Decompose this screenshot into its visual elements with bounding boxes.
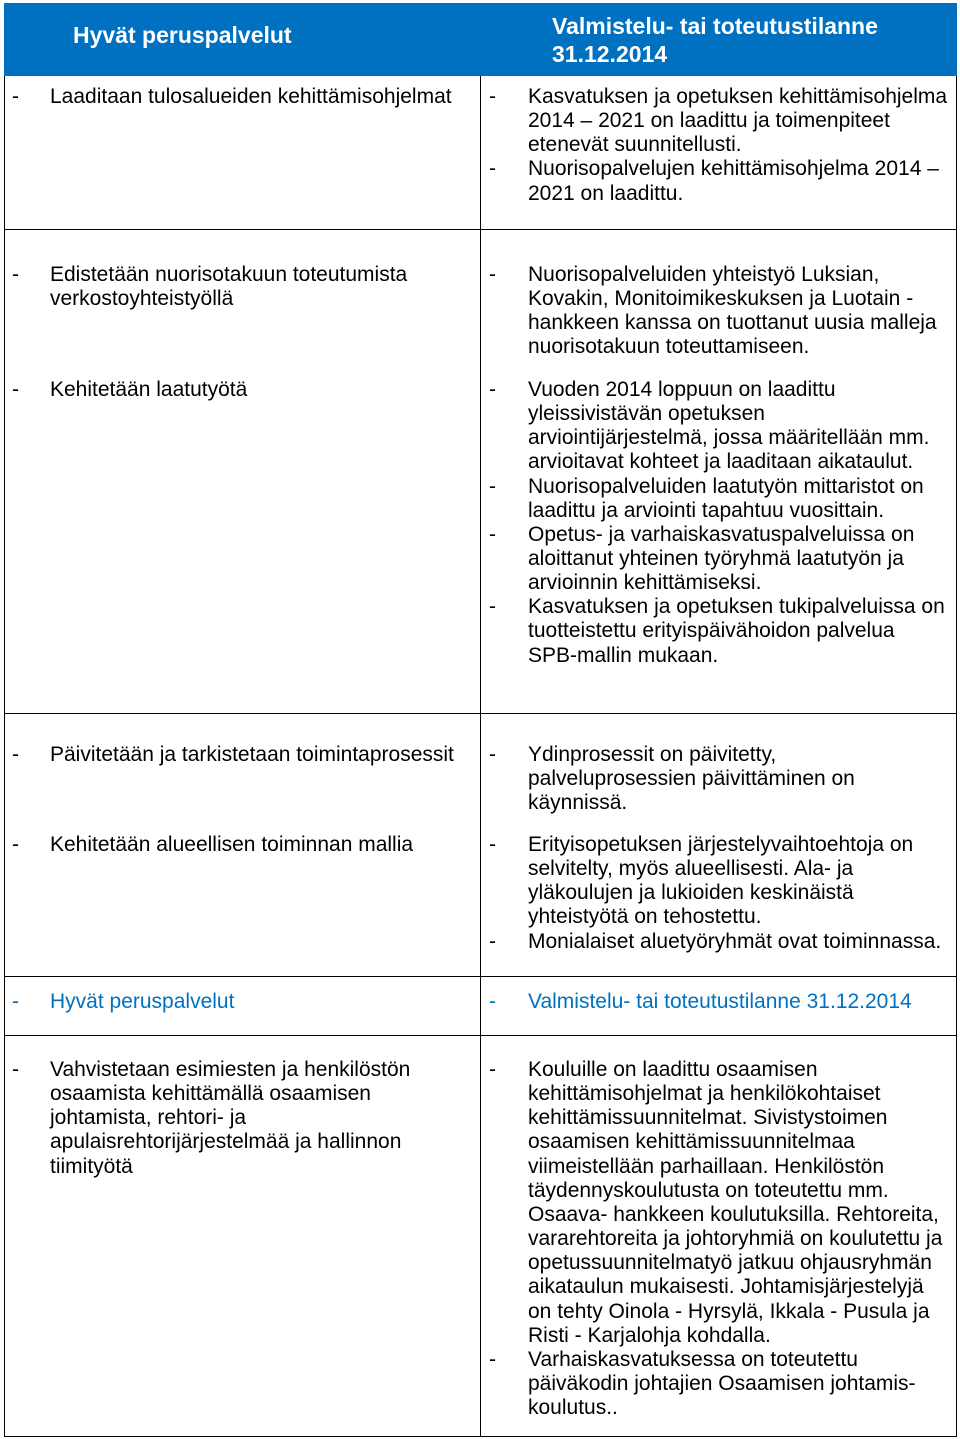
bullet-dash: - — [12, 85, 19, 108]
status-text: Erityisopetuksen järjestelyvaihtoehtoja on selvitelty, myös alueellisesti. Ala- ja yläkoulujen ja lukioiden keskinäistä yhteistyötä on tehostettu. — [528, 832, 914, 929]
status-text: Kouluille on laadittu osaamisen kehittämisohjelmat ja henkilökohtaiset kehittämissuunnitelmat. Sivistystoimen osaamisen kehittämissuunnitelmaa viimeistellään parhaillaan. Henkilöstön täydennyskoulutusta on toteutettu mm. Osaava- hankkeen koulutuksilla. Rehtoreita, vararehtoreita ja johtoryhmiä on koulutettu ja opetussuunnitelmatyö jatkuu ohjausryhmän aikataulun mukaisesti. Johtamisjärjestelyjä on tehty Oinola - Hyrsylä, Ikkala - Pusula ja Risti - Karjalohja kohdalla. — [528, 1058, 943, 1347]
bullet-dash: - — [489, 263, 496, 286]
status-cell — [480, 743, 956, 815]
goal-item — [12, 743, 480, 767]
status-item — [489, 930, 956, 954]
bullet-dash: - — [12, 263, 19, 286]
bullet-dash: - — [489, 474, 496, 498]
status-item — [489, 157, 956, 205]
subheading-status-title: Valmistelu- tai toteutustilanne 31.12.2014 — [528, 990, 912, 1013]
status-text: Opetus- ja varhaiskasvatuspalveluissa on aloittanut yhteinen työryhmä laatutyön ja arvioinnin kehittämiseksi. — [528, 522, 915, 595]
goal-text: Edistetään nuorisotakuun toteutumista verkostoyhteistyöllä — [50, 263, 408, 311]
status-item — [489, 378, 956, 475]
status-item — [489, 833, 956, 930]
bullet-dash: - — [489, 1058, 496, 1081]
row-group — [5, 990, 956, 1014]
status-text: Varhaiskasvatuksessa on toteutettu päiväkodin johtajien Osaamisen johtamis- koulutus.. — [528, 1347, 916, 1420]
status-cell — [480, 990, 956, 1014]
goal-text: Kehitetään laatutyötä — [50, 377, 248, 401]
bullet-dash: - — [12, 990, 19, 1013]
status-item — [489, 523, 956, 595]
status-item — [489, 475, 956, 523]
row-group — [5, 833, 956, 954]
goal-item — [12, 378, 480, 402]
bullet-dash: - — [489, 522, 496, 546]
table-header — [4, 3, 957, 76]
status-cell — [480, 378, 956, 668]
status-text: Nuorisopalveluiden yhteistyö Luksian, Kovakin, Monitoimikeskuksen ja Luotain - hankkeen kanssa on tuottanut uusia malleja nuorisotakuun toteuttamiseen. — [528, 263, 937, 359]
status-text: Kasvatuksen ja opetuksen kehittämisohjelma 2014 – 2021 on laadittu ja toimenpiteet etenevät suunnitellusti. — [528, 85, 948, 157]
bullet-dash: - — [12, 1058, 19, 1081]
table-row — [4, 230, 957, 714]
status-text: Kasvatuksen ja opetuksen tukipalveluissa on tuotteistettu erityispäivähoidon palvelua SPB-mallin mukaan. — [528, 595, 945, 667]
status-text: Monialaiset aluetyöryhmät ovat toiminnassa. — [528, 929, 942, 953]
status-text: Vuoden 2014 loppuun on laadittu yleissivistävän opetuksen arviointijärjestelmä, jossa määritellään mm. arvioitavat kohteet ja laaditaan aikataulut. — [528, 377, 930, 474]
table-row — [4, 1036, 957, 1437]
goal-item — [12, 990, 480, 1014]
bullet-dash: - — [489, 832, 496, 856]
status-cell — [480, 85, 956, 206]
status-cell — [480, 1058, 956, 1420]
status-item — [489, 990, 956, 1014]
status-item — [489, 1058, 956, 1348]
goal-item — [12, 263, 480, 311]
status-item — [489, 1348, 956, 1420]
status-cell — [480, 833, 956, 954]
bullet-dash: - — [489, 85, 496, 108]
table-row — [4, 76, 957, 230]
goal-text: Päivitetään ja tarkistetaan toimintaprosessit — [50, 743, 454, 766]
goal-item — [12, 1058, 480, 1179]
subheading-goals-title: Hyvät peruspalvelut — [50, 990, 235, 1013]
status-text: Ydinprosessit on päivitetty, palveluprosessien päivittäminen on käynnissä. — [528, 743, 855, 815]
status-text: Nuorisopalvelujen kehittämisohjelma 2014 – 2021 on laadittu. — [528, 157, 939, 205]
bullet-dash: - — [489, 157, 496, 181]
goal-item — [12, 85, 480, 109]
goal-cell — [5, 990, 480, 1014]
header-status-title: Valmistelu- tai toteutustilanne 31.12.2014 — [552, 13, 878, 67]
bullet-dash: - — [12, 743, 19, 766]
bullet-dash: - — [489, 743, 496, 766]
goal-cell — [5, 833, 480, 954]
goal-item — [12, 833, 480, 857]
bullet-dash: - — [12, 377, 19, 401]
bullet-dash: - — [489, 595, 496, 619]
table-subheading-row — [4, 977, 957, 1036]
goal-cell — [5, 743, 480, 815]
bullet-dash: - — [12, 832, 19, 856]
row-group — [5, 85, 956, 206]
status-cell — [480, 263, 956, 360]
bullet-dash: - — [489, 1347, 496, 1371]
row-group — [5, 378, 956, 668]
row-group — [5, 743, 956, 815]
goal-cell — [5, 263, 480, 360]
goal-cell — [5, 1058, 480, 1420]
row-group — [5, 1058, 956, 1420]
bullet-dash: - — [489, 990, 496, 1013]
bullet-dash: - — [489, 377, 496, 401]
status-item — [489, 85, 956, 157]
status-item — [489, 595, 956, 667]
bullet-dash: - — [489, 929, 496, 953]
goal-text: Vahvistetaan esimiesten ja henkilöstön osaamista kehittämällä osaamisen johtamista, rehtori- ja apulaisrehtorijärjestelmää ja hallinnon tiimityötä — [50, 1058, 411, 1178]
goal-cell — [5, 378, 480, 668]
goal-text: Kehitetään alueellisen toiminnan mallia — [50, 832, 414, 856]
header-goals-title: Hyvät peruspalvelut — [73, 22, 292, 48]
table-row — [4, 714, 957, 977]
goal-cell — [5, 85, 480, 206]
status-item — [489, 263, 956, 360]
row-group — [5, 263, 956, 360]
status-item — [489, 743, 956, 815]
status-text: Nuorisopalveluiden laatutyön mittaristot on laadittu ja arviointi tapahtuu vuosittain. — [528, 474, 924, 522]
goal-text: Laaditaan tulosalueiden kehittämisohjelmat — [50, 85, 452, 108]
